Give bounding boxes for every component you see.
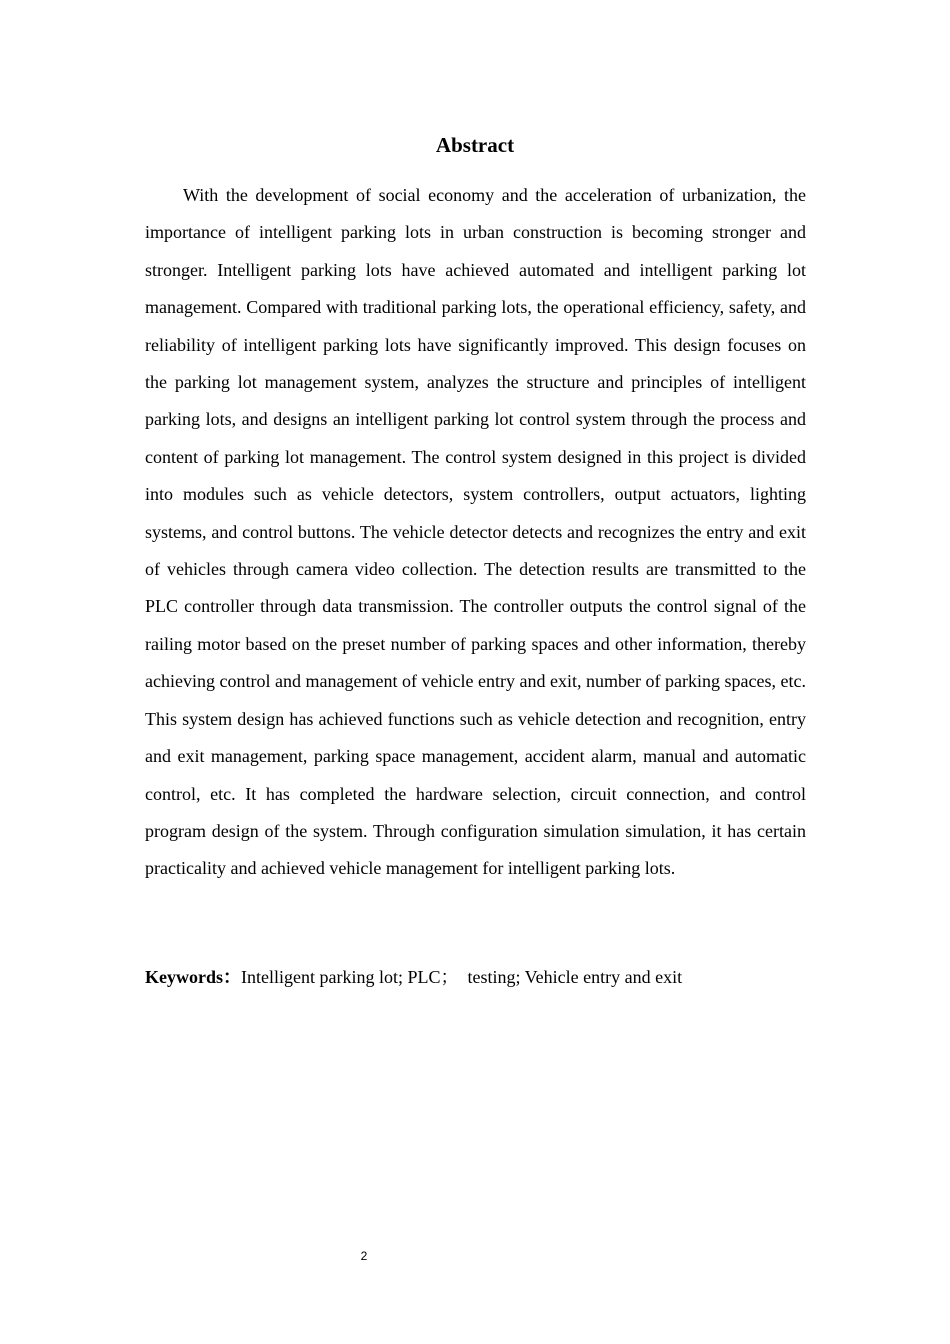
keywords-label: Keywords： (145, 967, 241, 987)
page-number: 2 (360, 1249, 368, 1263)
keywords-line (145, 960, 806, 994)
abstract-body: With the development of social economy and the acceleration of urbanization, the importance of intelligent parking lots in urban construction is becoming stronger and stronger. Intelligent parking lots have achieved automated and intelligent parking lot management. Compared with traditional parking lots, the operational efficiency, safety, and reliability of intelligent parking lots have significantly improved. This design focuses on the parking lot management system, analyzes the structure and principles of intelligent parking lots, and designs an intelligent parking lot control system through the process and content of parking lot management. The control system designed in this project is divided into modules such as vehicle detectors, system controllers, output actuators, lighting systems, and control buttons. The vehicle detector detects and recognizes the entry and exit of vehicles through camera video collection. The detection results are transmitted to the PLC controller through data transmission. The controller outputs the control signal of the railing motor based on the preset number of parking spaces and other information, thereby achieving control and management of vehicle entry and exit, number of parking spaces, etc. This system design has achieved functions such as vehicle detection and recognition, entry and exit management, parking space management, accident alarm, manual and automatic control, etc. It has completed the hardware selection, circuit connection, and control program design of the system. Through configuration simulation simulation, it has certain practicality and achieved vehicle management for intelligent parking lots. (145, 185, 806, 879)
keywords-value: Intelligent parking lot; PLC； testing; Vehicle entry and exit (241, 967, 683, 987)
abstract-title: Abstract (435, 133, 515, 157)
